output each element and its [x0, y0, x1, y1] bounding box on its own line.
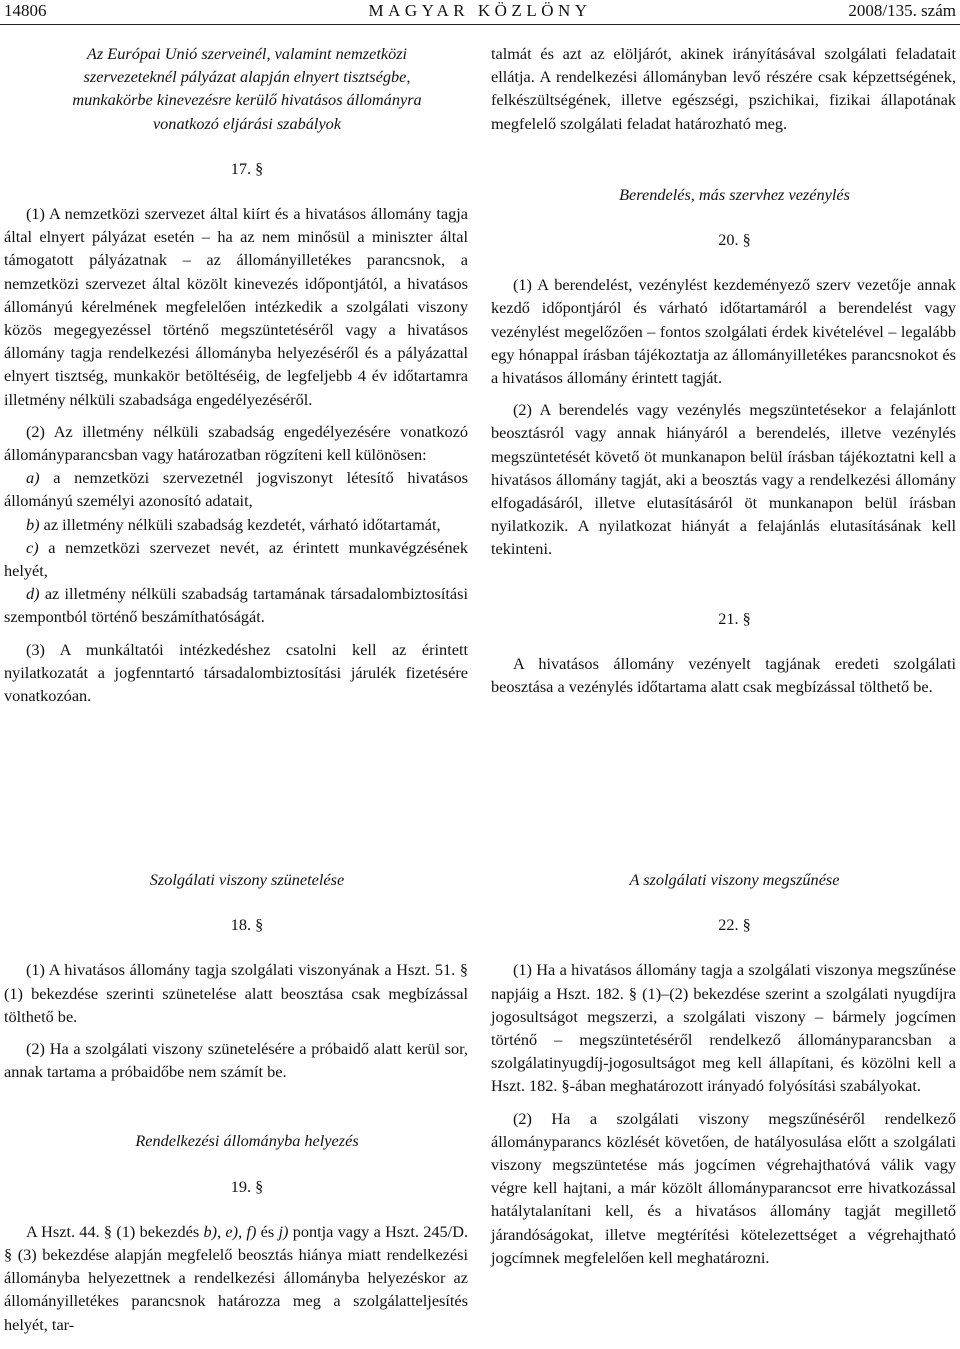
journal-title: MAGYAR KÖZLÖNY	[368, 1, 592, 20]
chapter-title-line: Az Európai Unió szerveinél, valamint nemzetközi	[86, 44, 408, 63]
item-mark: a)	[26, 468, 40, 488]
paragraph-19	[4, 1220, 468, 1336]
page-header	[0, 0, 960, 26]
p19-text: és	[256, 1221, 279, 1241]
issue-number: 2008/135. szám	[848, 1, 956, 20]
item-text: a nemzetközi szervezetnél jogviszonyt létesítő hivatásos állományú személyi azonosító adatait,	[4, 468, 468, 511]
p19-text: pontja vagy a Hszt. 245/D. § (3) bekezdése alapján megfelelő beosztás hiánya miatt rendelkezési állományba helyezettnek a rendelkezési állományba helyezéskor az állományilletékes parancsnok határozza meg a szolgálatteljesítés helyét, tar-	[4, 1221, 469, 1334]
section-number-22: 22. §	[718, 915, 751, 935]
continued-paragraph: talmát és azt az elöljárót, akinek irányításával szolgálati feladatait ellátja. A rendelkezési állományban levő részére csak képzettségének, felkészültségének, illetve egészségi, pszichikai, fizikai állapotának megfelelő szolgálati feladat határozható meg.	[491, 44, 956, 133]
section-title-szunetelese: Szolgálati viszony szünetelése	[149, 870, 345, 889]
paragraph-21: A hivatásos állomány vezényelt tagjának eredeti szolgálati beosztása a vezénylés időtartama alatt csak megbízással tölthető be.	[491, 653, 956, 697]
paragraph-18-1: (1) A hivatásos állomány tagja szolgálati viszonyának a Hszt. 51. § (1) bekezdése szerinti szünetelése alatt beosztása csak megbízással tölthető be.	[4, 960, 468, 1026]
chapter-title-line: vonatkozó eljárási szabályok	[152, 113, 342, 133]
chapter-title-line: szervezeteknél pályázat alapján elnyert tisztségbe,	[83, 67, 411, 87]
list-item-c	[4, 536, 468, 582]
item-text: az illetmény nélküli szabadság tartamának társadalombiztosítási szempontból történő beszámíthatóságát.	[4, 584, 468, 627]
section-number-18: 18. §	[230, 915, 264, 935]
left-column-top	[4, 42, 468, 707]
item-mark: c)	[26, 537, 39, 557]
item-text: a nemzetközi szervezet nevét, az érintett munkavégzésének helyét,	[4, 537, 468, 581]
chapter-title	[4, 42, 468, 135]
section-title-berendeles: Berendelés, más szervhez vezénylés	[619, 184, 850, 204]
p19-points: b), e), f)	[203, 1221, 257, 1241]
paragraph-17-3: (3) A munkáltatói intézkedéshez csatolni kell az érintett nyilatkozatát a jogfenntartó társadalombiztosítási járulék fizetésére vonatkozóan.	[4, 639, 468, 706]
page-number: 14806	[4, 1, 47, 20]
chapter-title-line: munkakörbe kinevezésre kerülő hivatásos állományra	[72, 90, 422, 110]
paragraph-20-1: (1) A berendelést, vezénylést kezdeményező szerv vezetője annak kezdő időpontjáról és várható időtartamáról a berendelést vagy vezénylést megelőzően – fontos szolgálati érdek kivételével – legalább egy hónappal írásban tájékoztatja az állományilletékes parancsnokot és a hivatásos állomány érintett tagját.	[491, 275, 956, 388]
paragraph-20-2: (2) A berendelés vagy vezénylés megszüntetésekor a felajánlott beosztásról vagy annak hiányáról a berendelés, illetve vezénylés megszüntetését követő öt munkanapon belül írásban tájékoztatni kell a hivatásos állomány tagját, aki a beosztás vagy a rendelkezési állomány elfogadásáról, illetve elutasításáról öt munkanapon belül írásban nyilatkozik. A nyilatkozat hiányát a felajánlás elutasításának kell tekinteni.	[491, 400, 956, 559]
right-column-bottom	[491, 868, 956, 1269]
section-number-17: 17. §	[230, 158, 264, 178]
list-item-b	[4, 513, 468, 536]
paragraph-22-2: (2) Ha a szolgálati viszony megszűnéséről rendelkező állományparancs közlését követően, de hatályosulása előtt a szolgálati viszony megszüntetése más jogcímen végrehajthatóvá válik vagy végre kell hajtani, a már közölt állományparancsot erre hivatkozással hatálytalanítani kell, és a hivatásos állomány tagját megillető járandóságokat, illetve megtérítési kötelezettséget a végrehajtható jogcímnek megfelelően kell meghatározni.	[491, 1108, 956, 1267]
p19-text: A Hszt. 44. § (1) bekezdés	[26, 1221, 204, 1241]
list-item-a	[4, 466, 468, 512]
item-mark: b)	[26, 514, 40, 534]
section-title-rendelkezesi: Rendelkezési állományba helyezés	[135, 1131, 359, 1151]
item-text: az illetmény nélküli szabadság kezdetét, várható időtartamát,	[43, 514, 441, 534]
right-column-top	[491, 42, 956, 698]
section-number-20: 20. §	[718, 230, 751, 250]
item-mark: d)	[26, 584, 40, 604]
paragraph-22-1: (1) Ha a hivatásos állomány tagja a szolgálati viszonya megszűnése napjáig a Hszt. 182. § (1)–(2) bekezdése szerint a szolgálati nyugdíjra jogosultságot megszerzi, a szolgálati viszony – bármely jogcímen történő – megszüntetéséről rendelkező állományparancsban a szolgálatinyugdíj-jogosultságot meg kell állapítani, és közölni kell a Hszt. 182. §-ában meghatározott irányadó folyósítási szabályokat.	[491, 960, 956, 1096]
paragraph-17-2: (2) Az illetmény nélküli szabadság engedélyezésére vonatkozó állományparancsban vagy határozatban rögzíteni kell különösen:	[4, 421, 468, 465]
section-number-19: 19. §	[230, 1176, 264, 1196]
list-item-d	[4, 582, 468, 628]
left-column-bottom	[4, 868, 468, 1336]
paragraph-18-2: (2) Ha a szolgálati viszony szünetelésére a próbaidő alatt kerül sor, annak tartama a próbaidőbe nem számít be.	[4, 1039, 468, 1082]
p19-point-j: j)	[278, 1221, 289, 1241]
section-title-megszunese: A szolgálati viszony megszűnése	[629, 870, 840, 889]
section-number-21: 21. §	[718, 608, 751, 628]
paragraph-17-1: (1) A nemzetközi szervezet által kiírt és a hivatásos állomány tagja által elnyert pályázat esetén – ha az nem minősül a miniszter által támogatott pályázatnak – az állományilletékes parancsnok, a nemzetközi szervezet által közölt kinevezés időpontjától, a hivatásos állományú kérelmének megfelelően intézkedik a szolgálati viszony közös megegyezéssel történő megszüntetéséről vagy a hivatásos állomány tagja rendelkezési állományba helyezéséről és a pályázattal elnyert tisztség, munkakör betöltéséig, de legfeljebb 4 év időtartamra illetmény nélküli szabadsága engedélyezéséről.	[4, 204, 468, 409]
header-rule	[0, 24, 960, 25]
